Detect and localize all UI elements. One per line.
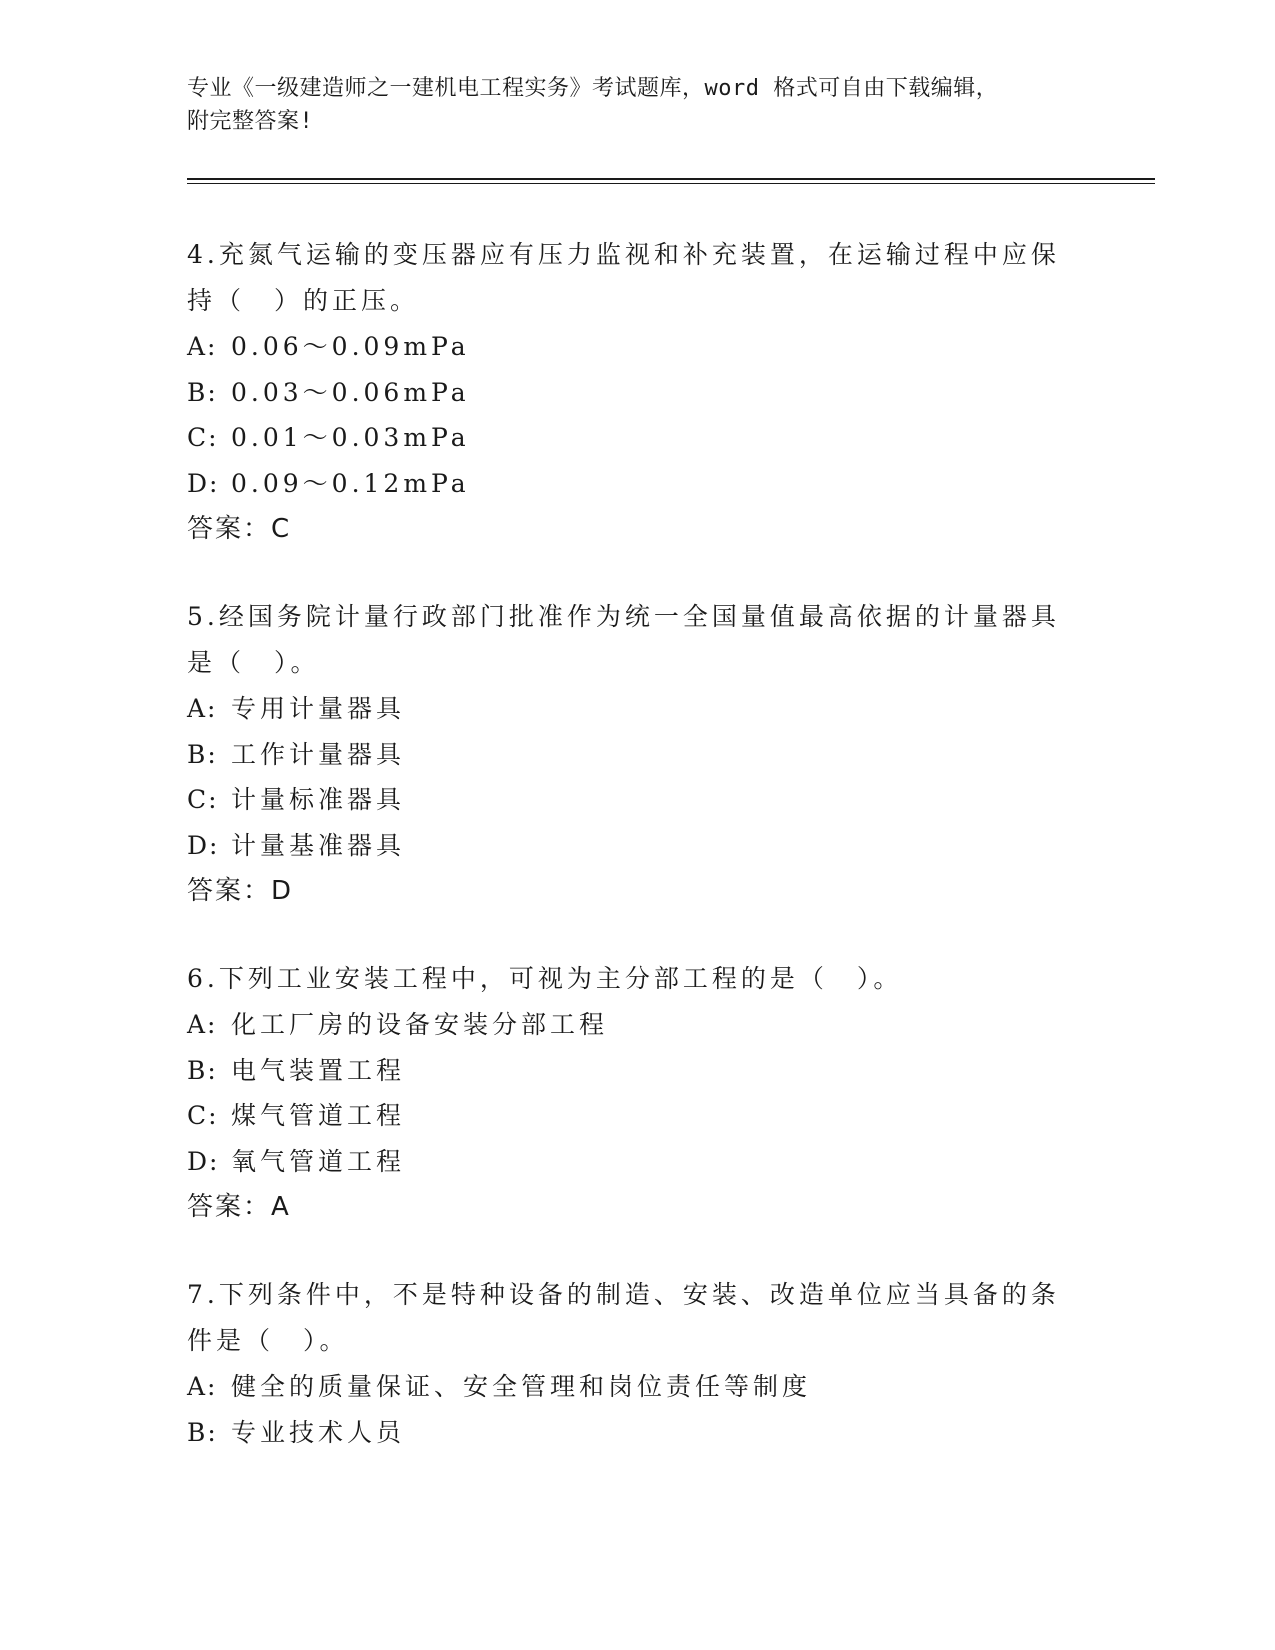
header-line-2: 附完整答案! <box>187 109 314 134</box>
option-letter: A: <box>187 332 218 361</box>
question-stem: 4.充氮气运输的变压器应有压力监视和补充装置，在运输过程中应保持（ ）的正压。 <box>187 240 1060 315</box>
option-letter: C: <box>187 785 219 814</box>
option-letter: D: <box>187 468 220 498</box>
option-d <box>187 823 1067 869</box>
option-c <box>187 777 1067 823</box>
option-letter: A: <box>187 1372 218 1401</box>
option-text: 电气装置工程 <box>231 1055 406 1085</box>
option-letter: A: <box>187 694 218 723</box>
question-stem: 7.下列条件中，不是特种设备的制造、安装、改造单位应当具备的条件是（ ）。 <box>187 1280 1060 1355</box>
option-a <box>187 1364 1067 1410</box>
option-text: 0.03～0.06mPa <box>231 377 470 407</box>
option-b <box>187 732 1067 778</box>
option-b <box>187 1048 1067 1094</box>
option-d <box>187 1139 1067 1185</box>
answer-line: 答案：D <box>187 876 294 906</box>
question-5 <box>187 594 1067 914</box>
option-text: 工作计量器具 <box>231 739 406 769</box>
option-a <box>187 324 1067 370</box>
option-text: 0.09～0.12mPa <box>231 468 470 498</box>
option-letter: D: <box>187 1146 220 1176</box>
header-divider-thick <box>187 178 1155 180</box>
option-a <box>187 1002 1067 1048</box>
option-letter: C: <box>187 1101 219 1130</box>
option-text: 0.06～0.09mPa <box>231 332 470 361</box>
question-7 <box>187 1272 1067 1455</box>
option-c <box>187 415 1067 461</box>
question-6 <box>187 956 1067 1230</box>
option-letter: B: <box>187 1055 218 1085</box>
option-text: 煤气管道工程 <box>231 1101 406 1130</box>
option-a <box>187 686 1067 732</box>
option-text: 专用计量器具 <box>231 694 406 723</box>
option-text: 计量标准器具 <box>231 785 406 814</box>
question-4 <box>187 232 1067 552</box>
option-c <box>187 1093 1067 1139</box>
option-text: 专业技术人员 <box>231 1417 406 1447</box>
option-text: 氧气管道工程 <box>231 1146 406 1176</box>
option-b <box>187 1410 1067 1456</box>
option-b <box>187 370 1067 416</box>
answer-line: 答案：A <box>187 1192 291 1222</box>
option-letter: D: <box>187 830 220 860</box>
question-list <box>187 232 1067 1497</box>
option-letter: B: <box>187 739 218 769</box>
option-letter: B: <box>187 377 218 407</box>
header-line-1: 专业《一级建造师之一建机电工程实务》考试题库，word 格式可自由下载编辑， <box>187 76 999 101</box>
option-letter: B: <box>187 1417 218 1447</box>
header-divider-thin <box>187 183 1155 184</box>
question-stem: 6.下列工业安装工程中，可视为主分部工程的是（ ）。 <box>187 964 903 993</box>
option-text: 计量基准器具 <box>231 830 406 860</box>
answer-line: 答案：C <box>187 514 292 544</box>
option-letter: C: <box>187 423 219 452</box>
document-header <box>187 72 1067 138</box>
option-letter: A: <box>187 1010 218 1039</box>
option-d <box>187 461 1067 507</box>
option-text: 化工厂房的设备安装分部工程 <box>231 1010 609 1039</box>
question-stem: 5.经国务院计量行政部门批准作为统一全国量值最高依据的计量器具是（ ）。 <box>187 602 1060 677</box>
option-text: 健全的质量保证、安全管理和岗位责任等制度 <box>231 1372 812 1401</box>
option-text: 0.01～0.03mPa <box>231 423 470 452</box>
